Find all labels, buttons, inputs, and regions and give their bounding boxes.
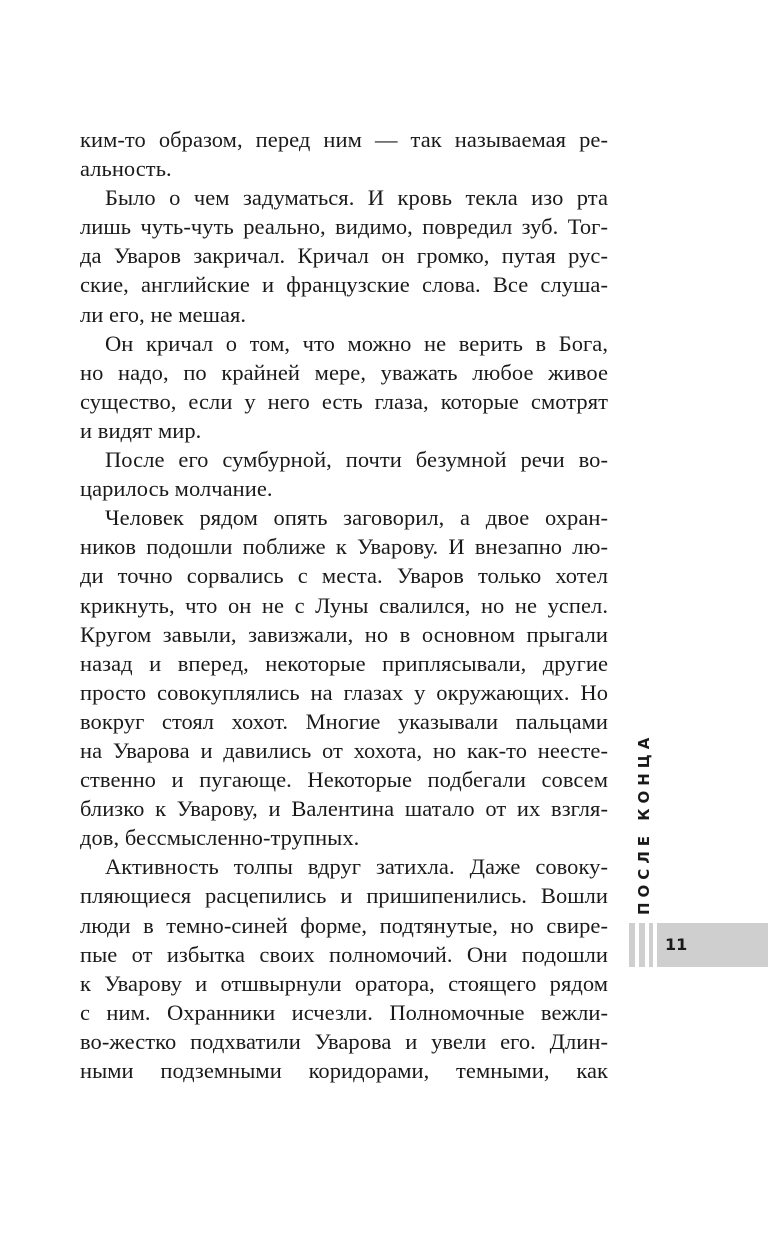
- page-number: 11: [665, 935, 688, 954]
- tab-stripe: [639, 923, 645, 967]
- text-line: ди точно сорвались с места. Уваров только хотел: [80, 563, 608, 589]
- text-line: Активность толпы вдруг затихла. Даже совоку-: [105, 854, 608, 880]
- text-line: и видят мир.: [80, 417, 202, 443]
- text-line: во-жестко подхватили Уварова и увели его. Длин-: [80, 1028, 608, 1054]
- text-line: вокруг стоял хохот. Многие указывали пальцами: [80, 708, 608, 734]
- text-line: назад и вперед, некоторые приплясывали, другие: [80, 650, 608, 676]
- text-line: После его сумбурной, почти безумной речи во-: [105, 447, 608, 473]
- text-line: да Уваров закричал. Кричал он громко, путая рус-: [80, 243, 608, 269]
- text-line: дов, бессмысленно-трупных.: [80, 825, 360, 851]
- text-line: ственно и пугающе. Некоторые подбегали совсем: [80, 767, 608, 793]
- text-line: царилось молчание.: [80, 476, 273, 502]
- tab-stripe: [629, 923, 635, 967]
- text-line: Человек рядом опять заговорил, а двое охран-: [105, 505, 608, 531]
- text-line: ким-то образом, перед ним — так называемая ре-: [80, 127, 608, 152]
- text-line: просто совокуплялись на глазах у окружающих. Но: [80, 679, 608, 705]
- text-line: с ним. Охранники исчезли. Полномочные вежли-: [80, 999, 608, 1025]
- text-line: ников подошли поближе к Уварову. И внезапно лю-: [80, 534, 608, 560]
- page-number-tab: [657, 923, 768, 967]
- text-line: Было о чем задуматься. И кровь текла изо рта: [105, 185, 608, 211]
- text-line: лишь чуть-чуть реально, видимо, повредил зуб. Тог-: [80, 214, 608, 240]
- text-line: но надо, по крайней мере, уважать любое живое: [80, 359, 608, 385]
- running-title: ПОСЛЕ КОНЦА: [635, 732, 653, 915]
- text-line: альность.: [80, 156, 172, 182]
- text-line: близко к Уварову, и Валентина шатало от их взгля-: [80, 796, 608, 822]
- text-line: люди в темно-синей форме, подтянутые, но свире-: [80, 912, 608, 938]
- text-line: к Уварову и отшвырнули оратора, стоящего рядом: [80, 970, 608, 996]
- text-line: существо, если у него есть глаза, которые смотрят: [80, 388, 608, 414]
- text-line: пые от избытка своих полномочий. Они подошли: [80, 941, 608, 967]
- text-line: крикнуть, что он не с Луны свалился, но не успел.: [80, 592, 608, 618]
- text-line: Он кричал о том, что можно не верить в Бога,: [105, 330, 608, 356]
- text-line: пляющиеся расцепились и пришипенились. Вошли: [80, 883, 608, 909]
- text-line: на Уварова и давились от хохота, но как-то неесте-: [80, 737, 608, 763]
- text-line: ли его, не мешая.: [80, 301, 247, 327]
- text-line: ские, английские и французские слова. Все слуша-: [80, 272, 608, 298]
- text-line: ными подземными коридорами, темными, как: [80, 1058, 608, 1083]
- tab-stripe: [649, 923, 653, 967]
- body-text: [80, 125, 608, 1085]
- text-line: Кругом завыли, завизжали, но в основном прыгали: [80, 621, 608, 647]
